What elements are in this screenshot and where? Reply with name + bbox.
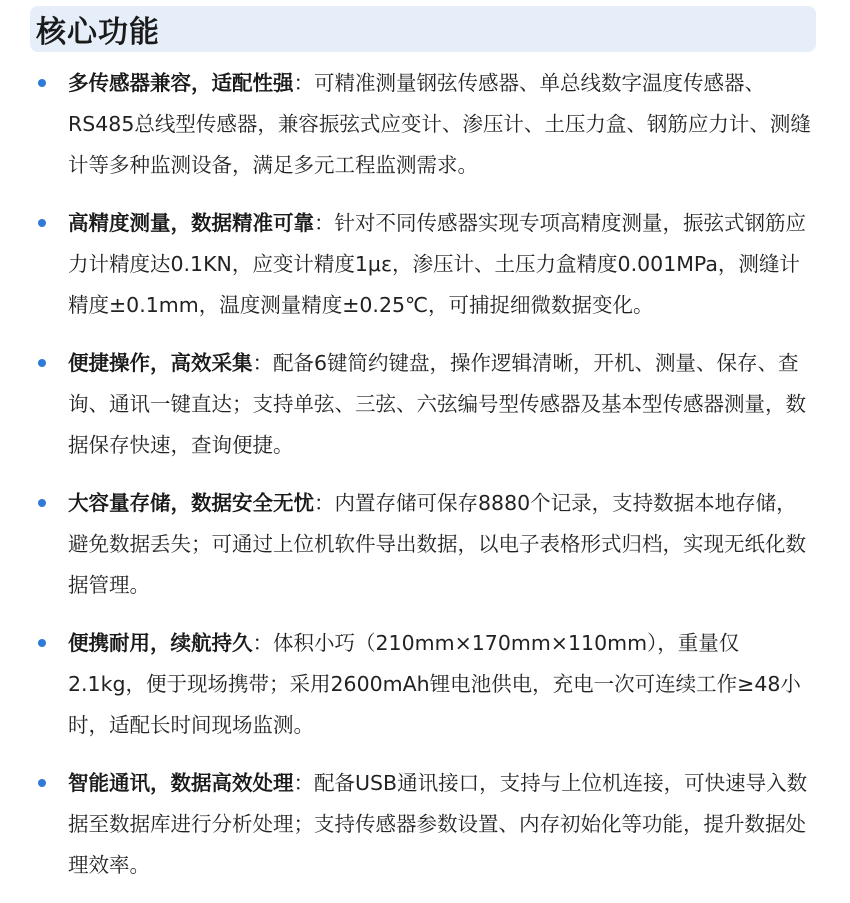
feature-title: 便携耐用，续航持久 — [68, 631, 253, 655]
bullet-icon — [38, 639, 46, 647]
feature-item-precision — [30, 203, 816, 326]
feature-separator: ： — [252, 631, 273, 655]
feature-separator: ： — [314, 491, 335, 515]
section-title: 核心功能 — [36, 15, 160, 50]
feature-title: 多传感器兼容，适配性强 — [68, 71, 294, 95]
bullet-icon — [38, 499, 46, 507]
feature-description: 可精准测量钢弦传感器、单总线数字温度传感器、RS485总线型传感器，兼容振弦式应变计、渗压计、土压力盒、钢筋应力计、测缝计等多种监测设备，满足多元工程监测需求。 — [68, 71, 811, 177]
feature-separator: ： — [293, 771, 314, 795]
feature-item-portability — [30, 623, 816, 746]
feature-title: 大容量存储，数据安全无忧 — [68, 491, 314, 515]
feature-description: 体积小巧（210mm×170mm×110mm），重量仅2.1kg，便于现场携带；采用2600mAh锂电池供电，充电一次可连续工作≥48小时，适配长时间现场监测。 — [68, 631, 801, 737]
feature-title: 便捷操作，高效采集 — [68, 351, 253, 375]
bullet-icon — [38, 79, 46, 87]
feature-description: 配备6键简约键盘，操作逻辑清晰，开机、测量、保存、查询、通讯一键直达；支持单弦、三弦、六弦编号型传感器及基本型传感器测量，数据保存快速，查询便捷。 — [68, 351, 806, 457]
feature-list — [30, 63, 816, 903]
feature-item-operation — [30, 343, 816, 466]
feature-description: 针对不同传感器实现专项高精度测量，振弦式钢筋应力计精度达0.1KN，应变计精度1με，渗压计、土压力盒精度0.001MPa，测缝计精度±0.1mm，温度测量精度±0.25℃，可捕捉细微数据变化。 — [68, 211, 806, 317]
feature-separator: ： — [252, 351, 273, 375]
feature-item-storage — [30, 483, 816, 606]
feature-title: 高精度测量，数据精准可靠 — [68, 211, 314, 235]
feature-item-compatibility — [30, 63, 816, 186]
feature-description: 配备USB通讯接口，支持与上位机连接，可快速导入数据至数据库进行分析处理；支持传感器参数设置、内存初始化等功能，提升数据处理效率。 — [68, 771, 808, 877]
bullet-icon — [38, 219, 46, 227]
section-heading-bar — [30, 6, 816, 52]
feature-separator: ： — [314, 211, 335, 235]
feature-separator: ： — [293, 71, 314, 95]
feature-item-communication — [30, 763, 816, 886]
bullet-icon — [38, 779, 46, 787]
feature-description: 内置存储可保存8880个记录，支持数据本地存储，避免数据丢失；可通过上位机软件导出数据，以电子表格形式归档，实现无纸化数据管理。 — [68, 491, 806, 597]
bullet-icon — [38, 359, 46, 367]
feature-title: 智能通讯，数据高效处理 — [68, 771, 294, 795]
